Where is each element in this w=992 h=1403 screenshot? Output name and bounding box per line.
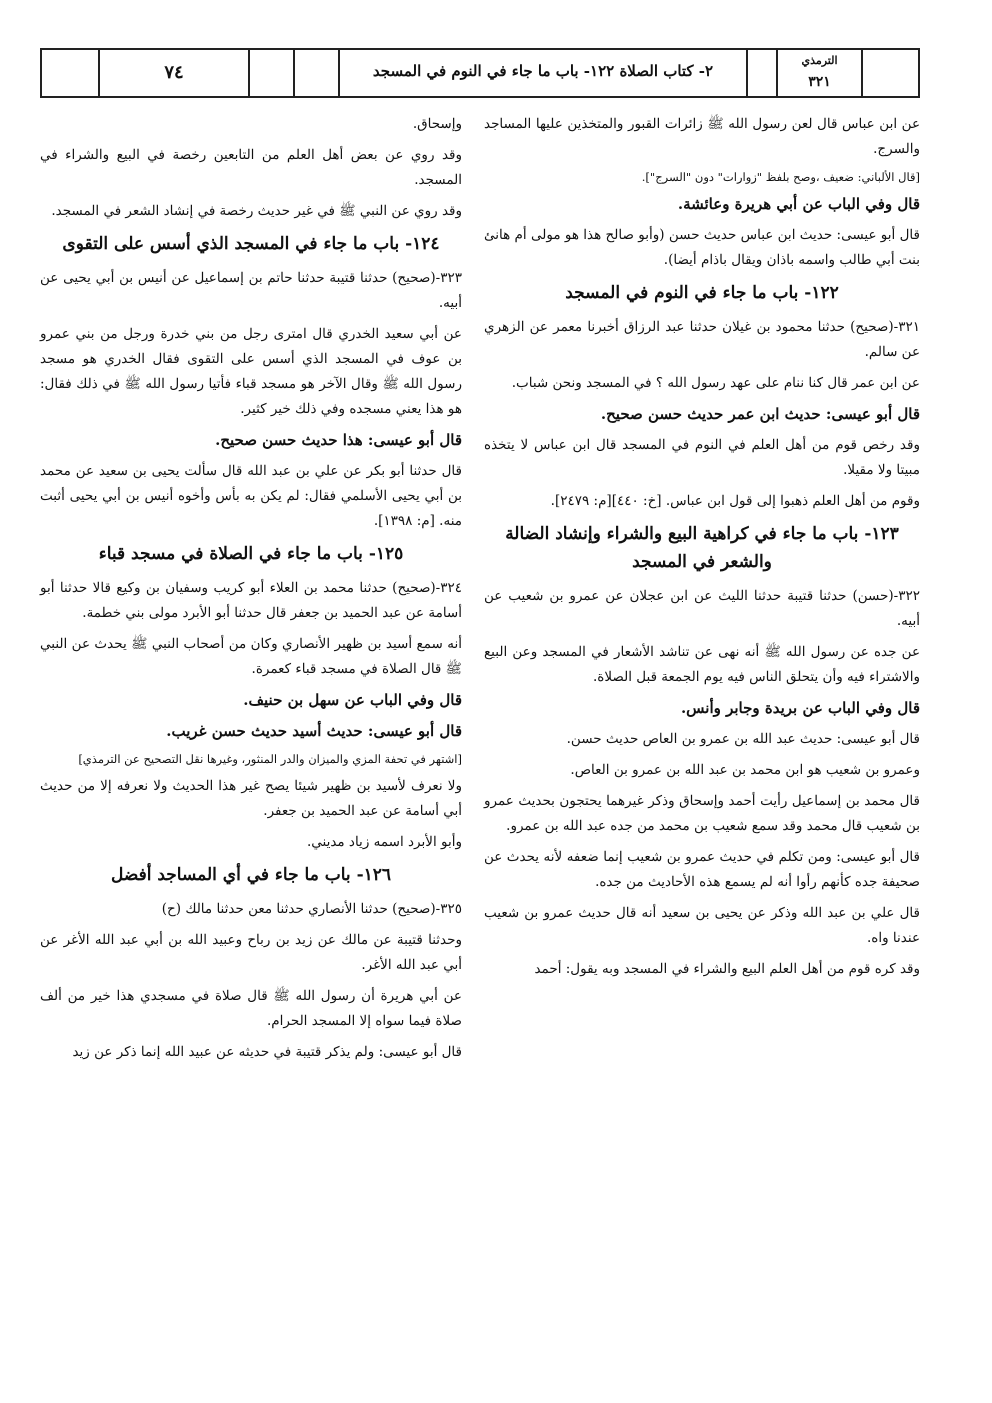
chapter-note: قال وفي الباب عن بريدة وجابر وأنس. (680, 699, 920, 717)
abu-isa-comment: قال أبو عيسى: ومن تكلم في حديث عمرو بن شعيب إنما ضعفه لأنه يحدث عن صحيفة جده كأنهم رأوا أنه لم يسمع هذه الأحاديث من جده. (484, 849, 920, 890)
commentary-paragraph: وعمرو بن شعيب هو ابن محمد بن عبد الله بن عمرو بن العاص. (570, 762, 920, 778)
abu-isa-comment: قال أبو عيسى: حديث عبد الله بن عمرو بن العاص حديث حسن. (566, 731, 920, 747)
chapter-title-cell (340, 50, 748, 96)
abu-isa-comment: قال أبو عيسى: ولم يذكر قتيبة في حديثه عن عبيد الله إنما ذكر عن زيد (72, 1044, 462, 1060)
hadith-chain: ٣٢٥-(صحيح) حدثنا الأنصاري حدثنا معن حدثنا مالك (ح) (161, 901, 462, 917)
abu-isa-comment: قال أبو عيسى: هذا حديث حسن صحيح. (215, 431, 462, 449)
abu-isa-comment: قال أبو عيسى: حديث أسيد حديث حسن غريب. (166, 722, 462, 740)
hadith-text: عن أبي سعيد الخدري قال امترى رجل من بني خدرة ورجل من بني عمرو بن عوف في المسجد الذي أسس على التقوى فقال الخدري هو مسجد رسول الله ﷺ وقال الآخر هو مسجد قباء فأتيا رسول الله ﷺ في ذلك فقال: هو هذا يعني مسجده وفي ذلك خير كثير. (40, 326, 462, 417)
commentary-paragraph: ولا نعرف لأسيد بن ظهير شيئا يصح غير هذا الحديث ولا نعرفه إلا من حديث أبي أسامة عن عبد الحميد بن جعفر. (40, 778, 462, 819)
commentary-paragraph: وإسحاق. (412, 116, 462, 132)
hadith-text: عن ابن عباس قال لعن رسول الله ﷺ زائرات القبور والمتخذين عليها المساجد والسرج. (484, 116, 920, 157)
book-label: الترمذي (801, 54, 838, 67)
section-heading: ١٢٢- باب ما جاء في النوم في المسجد (565, 283, 839, 303)
book-label-cell (778, 50, 863, 96)
page-number: ٧٤ (164, 62, 184, 83)
commentary-paragraph: وقد روي عن النبي ﷺ في غير حديث رخصة في إنشاد الشعر في المسجد. (51, 203, 462, 219)
commentary-paragraph: قال محمد بن إسماعيل رأيت أحمد وإسحاق وذكر غيرهما يحتجون بحديث عمرو بن شعيب قال محمد وقد سمع شعيب بن محمد من جده عبد الله بن عمرو. (484, 793, 920, 834)
header-cell-empty (863, 50, 918, 96)
hadith-chain: وحدثنا قتيبة عن مالك عن زيد بن رباح وعبيد الله بن أبي عبد الله الأغر عن أبي عبد الله الأغر. (40, 932, 462, 973)
commentary-paragraph: قال حدثنا أبو بكر عن علي بن عبد الله قال سألت يحيى بن سعيد عن محمد بن أبي يحيى الأسلمي فقال: لم يكن به بأس وأخوه أنيس بن أبي يحيى أثبت منه. [م: ١٣٩٨]. (40, 463, 462, 529)
section-heading: ١٢٣- باب ما جاء في كراهية البيع والشراء وإنشاد الضالة والشعر في المسجد (505, 524, 899, 572)
hadith-text: عن جده عن رسول الله ﷺ أنه نهى عن تناشد الأشعار في المسجد وعن البيع والاشتراء فيه وأن يتحلق الناس فيه يوم الجمعة قبل الصلاة. (484, 644, 920, 685)
right-text-column (484, 112, 920, 988)
hadith-chain: ٣٢٣-(صحيح) حدثنا قتيبة حدثنا حاتم بن إسماعيل عن أنيس بن أبي يحيى عن أبيه. (40, 270, 462, 311)
section-heading: ١٢٤- باب ما جاء في المسجد الذي أسس على التقوى (62, 234, 440, 254)
header-cell-empty (295, 50, 340, 96)
albani-note: [قال الألباني: ضعيف ،وصح بلفظ "زوارات" دون "السرج"]. (641, 170, 920, 184)
section-heading: ١٢٥- باب ما جاء في الصلاة في مسجد قباء (98, 544, 404, 564)
editor-note: [اشتهر في تحفة المزي والميزان والدر المنثور، وغيرها نقل التصحيح عن الترمذي] (78, 752, 462, 766)
commentary-paragraph: وقد رخص قوم من أهل العلم في النوم في المسجد قال ابن عباس لا يتخذه مبيتا ولا مقيلا. (484, 437, 920, 478)
commentary-paragraph: قال علي بن عبد الله وذكر عن يحيى بن سعيد أنه قال حديث عمرو بن شعيب عندنا واه. (484, 905, 920, 946)
book-number: ٣٢١ (808, 74, 831, 90)
abu-isa-comment: قال أبو عيسى: حديث ابن عمر حديث حسن صحيح. (600, 405, 920, 423)
header-cell-empty (42, 50, 100, 96)
commentary-paragraph: وأبو الأبرد اسمه زياد مديني. (306, 834, 462, 850)
page-header (40, 48, 920, 98)
header-cell-empty (748, 50, 778, 96)
hadith-text: عن ابن عمر قال كنا ننام على عهد رسول الله ؟ في المسجد ونحن شباب. (511, 375, 920, 391)
page-number-cell (100, 50, 250, 96)
header-cell-empty (250, 50, 295, 96)
hadith-chain: ٣٢١-(صحيح) حدثنا محمود بن غيلان حدثنا عبد الرزاق أخبرنا معمر عن الزهري عن سالم. (484, 319, 920, 360)
chapter-title: ٢- كتاب الصلاة ١٢٢- باب ما جاء في النوم في المسجد (372, 62, 714, 80)
hadith-text: عن أبي هريرة أن رسول الله ﷺ قال صلاة في مسجدي هذا خير من ألف صلاة فيما سواه إلا المسجد الحرام. (40, 988, 462, 1029)
commentary-paragraph: وقوم من أهل العلم ذهبوا إلى قول ابن عباس. [خ: ٤٤٠][م: ٢٤٧٩]. (550, 493, 920, 509)
commentary-paragraph: وقد روي عن بعض أهل العلم من التابعين رخصة في البيع والشراء في المسجد. (40, 147, 462, 188)
left-text-column (40, 112, 462, 1071)
chapter-note: قال وفي الباب عن سهل بن حنيف. (243, 691, 462, 709)
chapter-note: قال وفي الباب عن أبي هريرة وعائشة. (677, 195, 920, 213)
hadith-chain: ٣٢٤-(صحيح) حدثنا محمد بن العلاء أبو كريب وسفيان بن وكيع قالا حدثنا أبو أسامة عن عبد الحميد بن جعفر قال حدثنا أبو الأبرد مولى بني خطمة. (40, 580, 462, 621)
abu-isa-comment: قال أبو عيسى: حديث ابن عباس حديث حسن (وأبو صالح هذا هو مولى أم هانئ بنت أبي طالب واسمه باذان ويقال باذام أيضا). (484, 227, 920, 268)
commentary-paragraph: وقد كره قوم من أهل العلم البيع والشراء في المسجد وبه يقول: أحمد (534, 961, 920, 977)
hadith-text: أنه سمع أسيد بن ظهير الأنصاري وكان من أصحاب النبي ﷺ يحدث عن النبي ﷺ قال الصلاة في مسجد قباء كعمرة. (40, 636, 462, 677)
hadith-chain: ٣٢٢-(حسن) حدثنا قتيبة حدثنا الليث عن ابن عجلان عن عمرو بن شعيب عن أبيه. (484, 588, 920, 629)
section-heading: ١٢٦- باب ما جاء في أي المساجد أفضل (110, 865, 392, 885)
